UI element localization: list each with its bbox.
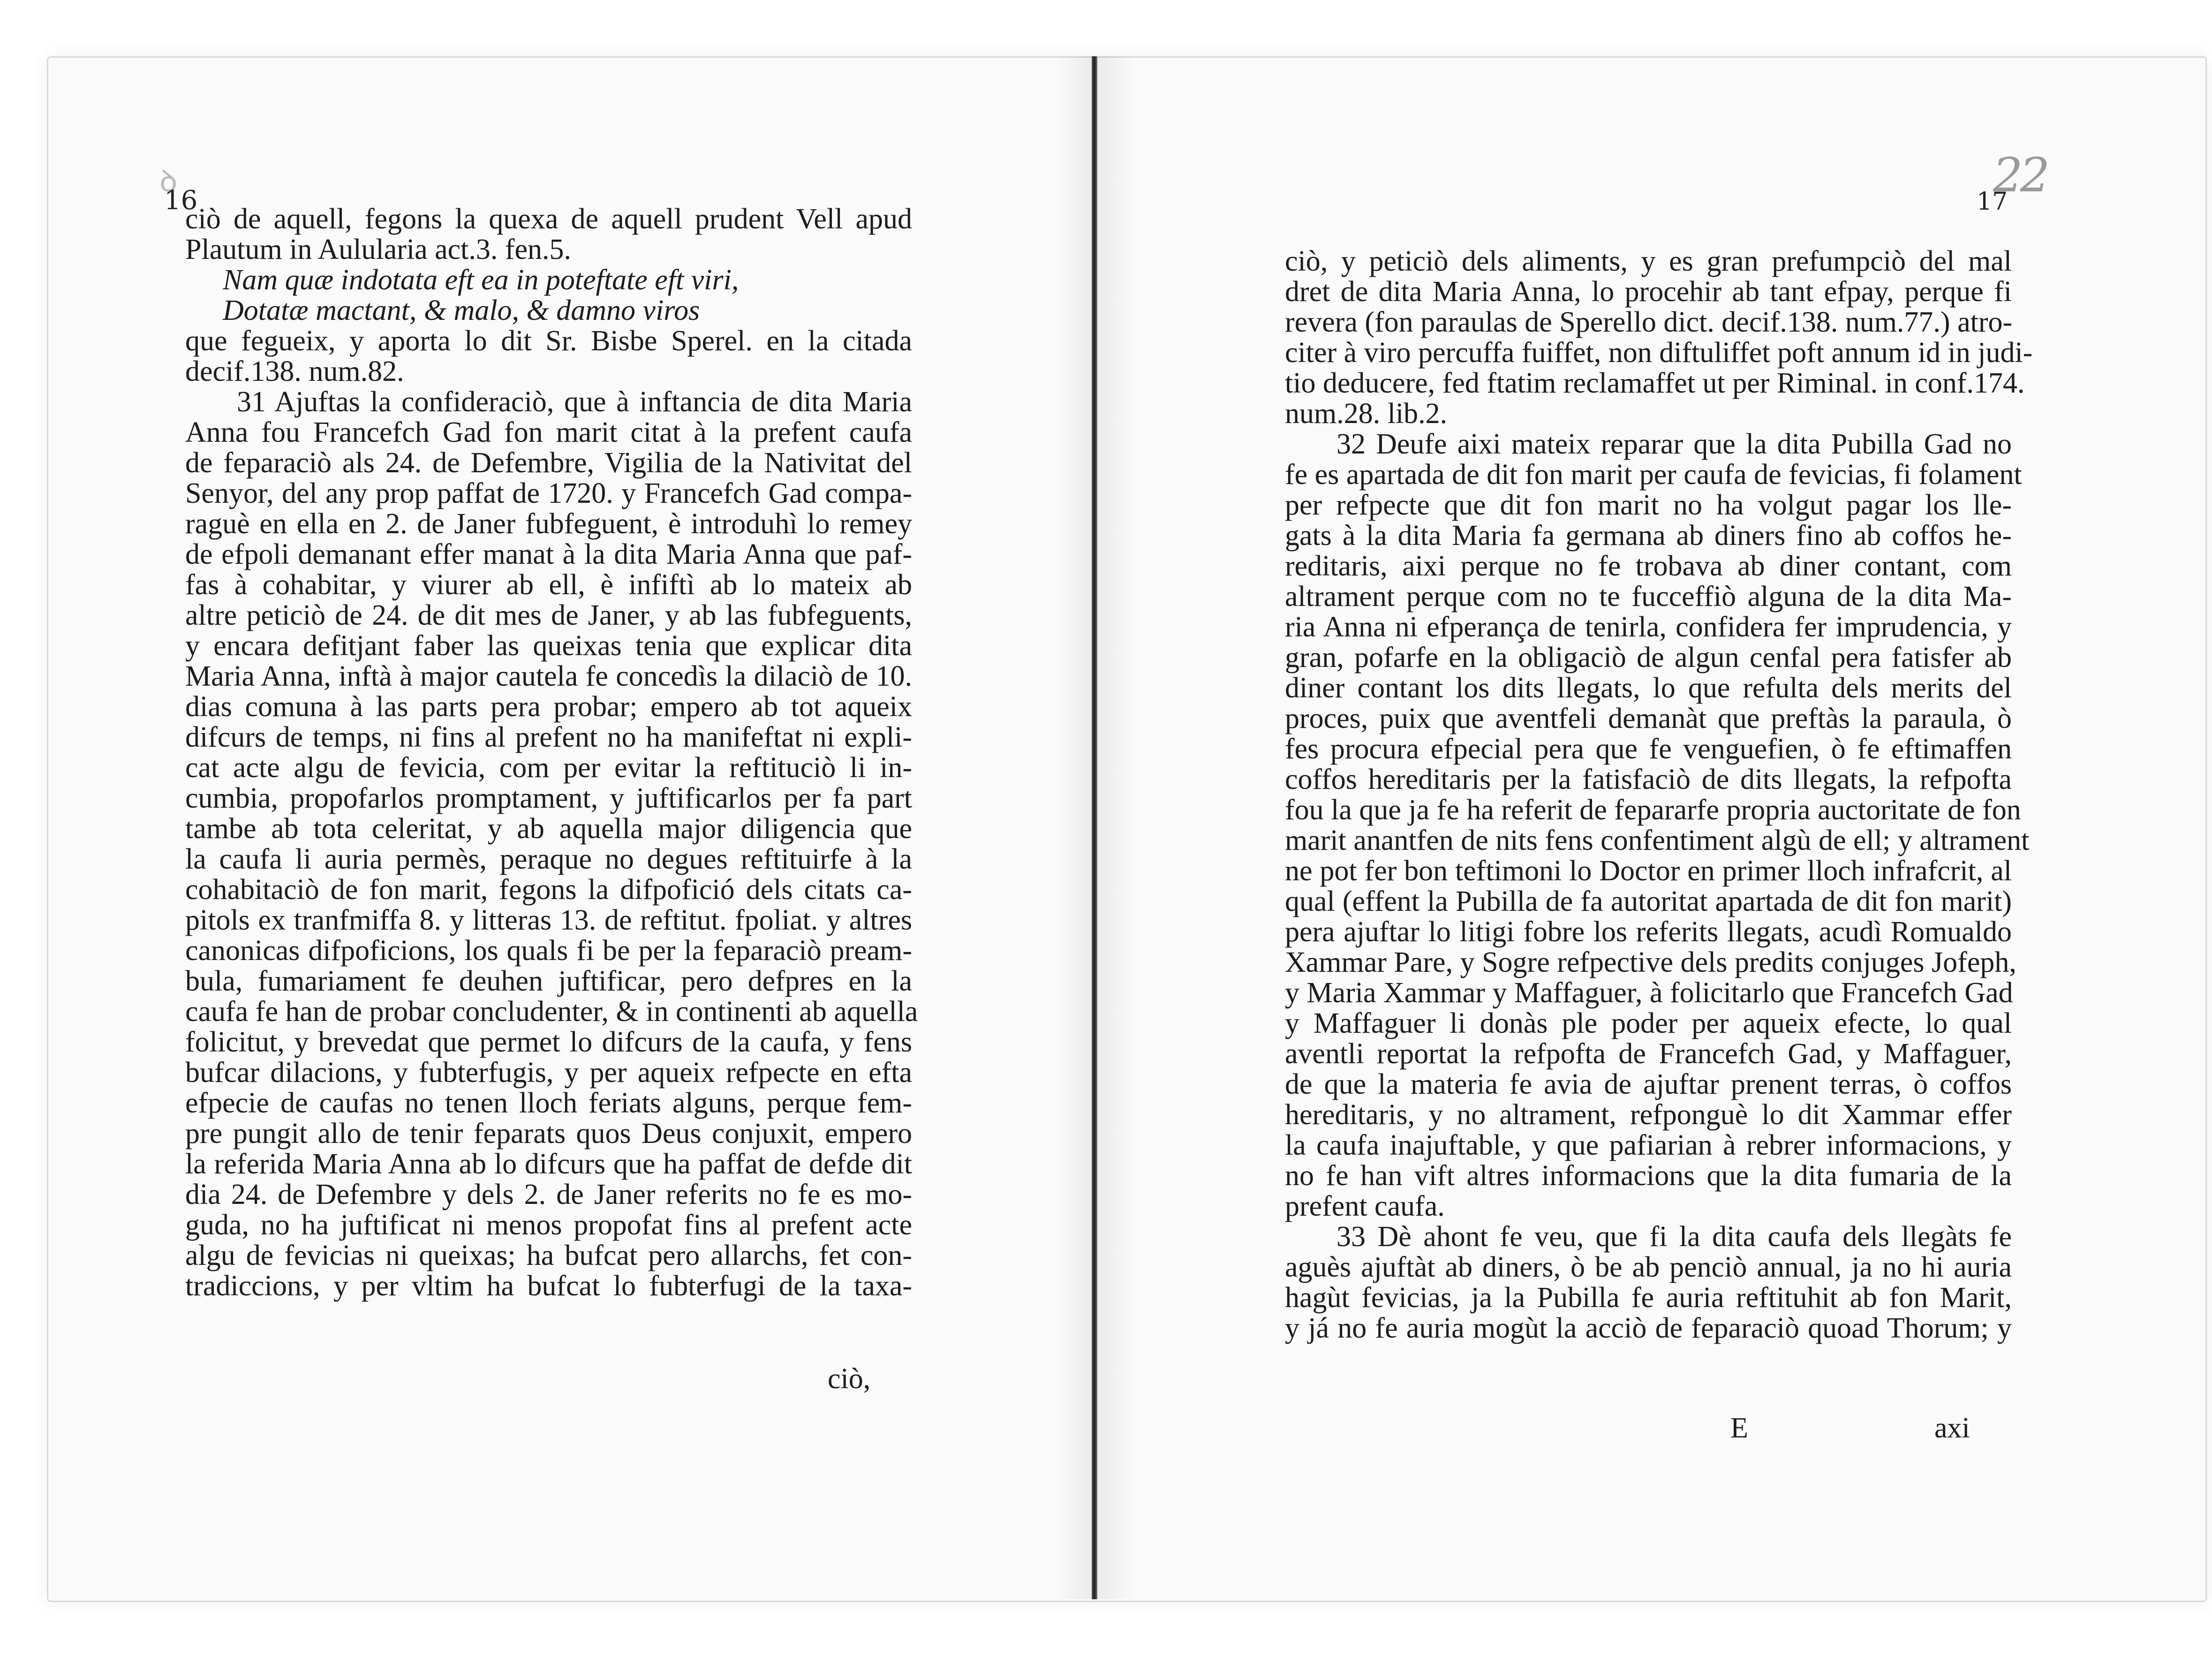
text-line: per refpecte que dit fon marit no ha volgut pagar los lle- xyxy=(1285,489,2012,521)
text-line: la referida Maria Anna ab lo difcurs que ha paffat de defde dit xyxy=(185,1148,912,1180)
text-line: tambe ab tota celeritat, y ab aquella major diligencia que xyxy=(185,813,912,845)
text-line: algu de fevicias ni queixas; ha bufcat pero allarchs, fet con- xyxy=(185,1240,912,1271)
right-page xyxy=(1097,0,2212,1656)
text-line: bula, fumariament fe deuhen juftificar, pero defpres en la xyxy=(185,965,912,997)
text-line: folicitut, y brevedat que permet lo difcurs de la caufa, y fens xyxy=(185,1026,912,1058)
text-line: la caufa inajuftable, y que pafiarian à rebrer informacions, y xyxy=(1285,1129,2012,1161)
text-line: 33 Dè ahont fe veu, que fi la dita caufa dels llegàts fe xyxy=(1336,1221,2012,1253)
text-line: fou la que ja fe ha referit de fepararfe propria auctoritate de fon xyxy=(1285,794,2021,826)
text-line: ria Anna ni efperança de tenirla, confidera fer imprudencia, y xyxy=(1285,611,2012,643)
text-line: Plautum in Aulularia act.3. fen.5. xyxy=(185,234,572,265)
left-page-number: 16 xyxy=(164,185,198,216)
text-line: aguès ajuftàt ab diners, ò be ab penciò annual, ja no hi auria xyxy=(1285,1251,2012,1283)
text-line: pre pungit allo de tenir feparats quos Deus conjuxit, empero xyxy=(185,1118,912,1149)
left-catchword: ciò, xyxy=(828,1363,871,1395)
text-line: Nam quæ indotata eft ea in poteftate eft viri, xyxy=(223,264,739,296)
text-line: de feparaciò als 24. de Defembre, Vigilia de la Nativitat del xyxy=(185,447,912,479)
text-line: proces, puix que aventfeli demanàt que preftàs la paraula, ò xyxy=(1285,703,2012,734)
text-line: de que la materia fe avia de ajuftar prenent terras, ò coffos xyxy=(1285,1068,2012,1100)
right-catchword: axi xyxy=(1934,1412,1970,1444)
text-line: 31 Ajuftas la confideraciò, que à inftancia de dita Maria xyxy=(237,386,912,418)
text-line: y Maffaguer li donàs ple poder per aqueix efecte, lo qual xyxy=(1285,1007,2012,1039)
text-line: ciò, y peticiò dels aliments, y es gran prefumpciò del mal xyxy=(1285,245,2012,277)
text-line: caufa fe han de probar concludenter, & in continenti ab aquella xyxy=(185,996,918,1028)
text-line: guda, no ha juftificat ni menos propofat fins al prefent acte xyxy=(185,1209,912,1241)
text-line: la caufa li auria permès, peraque no degues reftituirfe à la xyxy=(185,843,912,875)
text-line: tio deducere, fed ftatim reclamaffet ut per Riminal. in conf.174. xyxy=(1285,367,2025,399)
text-line: que fegueix, y aporta lo dit Sr. Bisbe Sperel. en la citada xyxy=(185,325,912,357)
left-page xyxy=(0,0,1093,1656)
text-line: gats à la dita Maria fa germana ab diners fino ab coffos he- xyxy=(1285,520,2012,552)
text-line: fes procura efpecial pera que fe venguefien, ò fe eftimaffen xyxy=(1285,733,2012,765)
text-line: difcurs de temps, ni fins al prefent no ha manifeftat ni expli- xyxy=(185,721,912,753)
text-line: revera (fon paraulas de Sperello dict. decif.138. num.77.) atro- xyxy=(1285,306,2013,338)
text-line: bufcar dilacions, y fubterfugis, y per aqueix refpecte en efta xyxy=(185,1057,912,1089)
left-page-text xyxy=(185,203,918,1302)
text-line: Maria Anna, inftà à major cautela fe concedìs la dilaciò de 10. xyxy=(185,660,912,692)
text-line: cohabitaciò de fon marit, fegons la difpofició dels citats ca- xyxy=(185,874,912,906)
text-line: cat acte algu de fevicia, com per evitar la reftituciò li in- xyxy=(185,752,912,784)
text-line: decif.138. num.82. xyxy=(185,355,404,387)
text-line: aventli reportat la refpofta de Francefch Gad, y Maffaguer, xyxy=(1285,1038,2012,1070)
text-line: qual (effent la Pubilla de fa autoritat apartada de dit fon marit) xyxy=(1285,885,2012,917)
text-line: y já no fe auria mogùt la acciò de feparaciò quoad Thorum; y xyxy=(1285,1312,2012,1344)
text-line: dias comuna à las parts pera probar; empero ab tot aqueix xyxy=(185,691,912,723)
text-line: num.28. lib.2. xyxy=(1285,398,1448,430)
text-line: fas à cohabitar, y viurer ab ell, è infiftì ab lo mateix ab xyxy=(185,569,912,601)
text-line: y encara defitjant faber las queixas tenia que explicar dita xyxy=(185,630,912,662)
text-line: altre peticiò de 24. de dit mes de Janer, y ab las fubfeguents, xyxy=(185,599,912,631)
text-line: canonicas difpoficions, los quals fi be per la feparaciò pream- xyxy=(185,935,912,967)
right-page-number: 17 xyxy=(1977,188,2008,216)
text-line: 32 Deufe aixi mateix reparar que la dita Pubilla Gad no xyxy=(1336,428,2012,460)
text-line: dia 24. de Defembre y dels 2. de Janer referits no fe es mo- xyxy=(185,1179,912,1210)
text-line: raguè en ella en 2. de Janer fubfeguent, è introduhì lo remey xyxy=(185,508,912,540)
text-line: fe es apartada de dit fon marit per caufa de fevicias, fi folament xyxy=(1285,459,2022,491)
text-line: dret de dita Maria Anna, lo procehir ab tant efpay, perque fi xyxy=(1285,276,2012,308)
text-line: prefent caufa. xyxy=(1285,1190,1445,1222)
text-line: ciò de aquell, fegons la quexa de aquell prudent Vell apud xyxy=(185,203,912,235)
text-line: marit anantfen de nits fens confentiment algù de ell; y altrament xyxy=(1285,824,2030,856)
right-page-text xyxy=(1285,245,2033,1344)
text-line: hereditaris, y no altrament, refponguè lo dit Xammar effer xyxy=(1285,1099,2012,1131)
text-line: altrament perque com no te fucceffiò alguna de la dita Ma- xyxy=(1285,581,2012,612)
text-line: cumbia, propofarlos promptament, y juftificarlos per fa part xyxy=(185,782,912,814)
text-line: reditaris, aixi perque no fe trobava ab diner contant, com xyxy=(1285,550,2012,582)
text-line: pera ajuftar lo litigi fobre los referits llegats, acudì Romualdo xyxy=(1285,916,2012,948)
text-line: Xammar Pare, y Sogre refpective dels predits conjuges Jofeph, xyxy=(1285,946,2016,978)
text-line: efpecie de caufas no tenen lloch feriats alguns, perque fem- xyxy=(185,1087,912,1119)
text-line: Anna fou Francefch Gad fon marit citat à la prefent caufa xyxy=(185,416,912,448)
text-line: hagùt fevicias, ja la Pubilla fe auria reftituhit ab fon Marit, xyxy=(1285,1282,2012,1314)
text-line: no fe han vift altres informacions que la dita fumaria de la xyxy=(1285,1160,2012,1192)
ink-smudge-mark: ꝺ xyxy=(159,164,178,199)
text-line: ne pot fer bon teftimoni lo Doctor en primer lloch infrafcrit, al xyxy=(1285,855,2012,887)
text-line: Senyor, del any prop paffat de 1720. y Francefch Gad compa- xyxy=(185,477,912,509)
text-line: de efpoli demanant effer manat à la dita Maria Anna que paf- xyxy=(185,538,912,570)
text-line: tradiccions, y per vltim ha bufcat lo fubterfugi de la taxa- xyxy=(185,1270,912,1302)
text-line: pitols ex tranfmiffa 8. y litteras 13. de reftitut. fpoliat. y altres xyxy=(185,904,912,936)
text-line: citer à viro percuffa fuiffet, non diftuliffet poft annum id in judi- xyxy=(1285,337,2033,369)
text-line: Dotatæ mactant, & malo, & damno viros xyxy=(223,295,700,326)
signature-mark: E xyxy=(1730,1412,1748,1444)
text-line: diner contant los dits llegats, lo que refulta dels merits del xyxy=(1285,672,2012,704)
text-line: coffos hereditaris per la fatisfaciò de dits llegats, la refpofta xyxy=(1285,764,2012,795)
text-line: y Maria Xammar y Maffaguer, à folicitarlo que Francefch Gad xyxy=(1285,977,2013,1009)
manuscript-folio-number: 22 xyxy=(1993,148,2047,203)
text-line: gran, pofarfe en la obligaciò de algun cenfal pera fatisfer ab xyxy=(1285,642,2012,673)
